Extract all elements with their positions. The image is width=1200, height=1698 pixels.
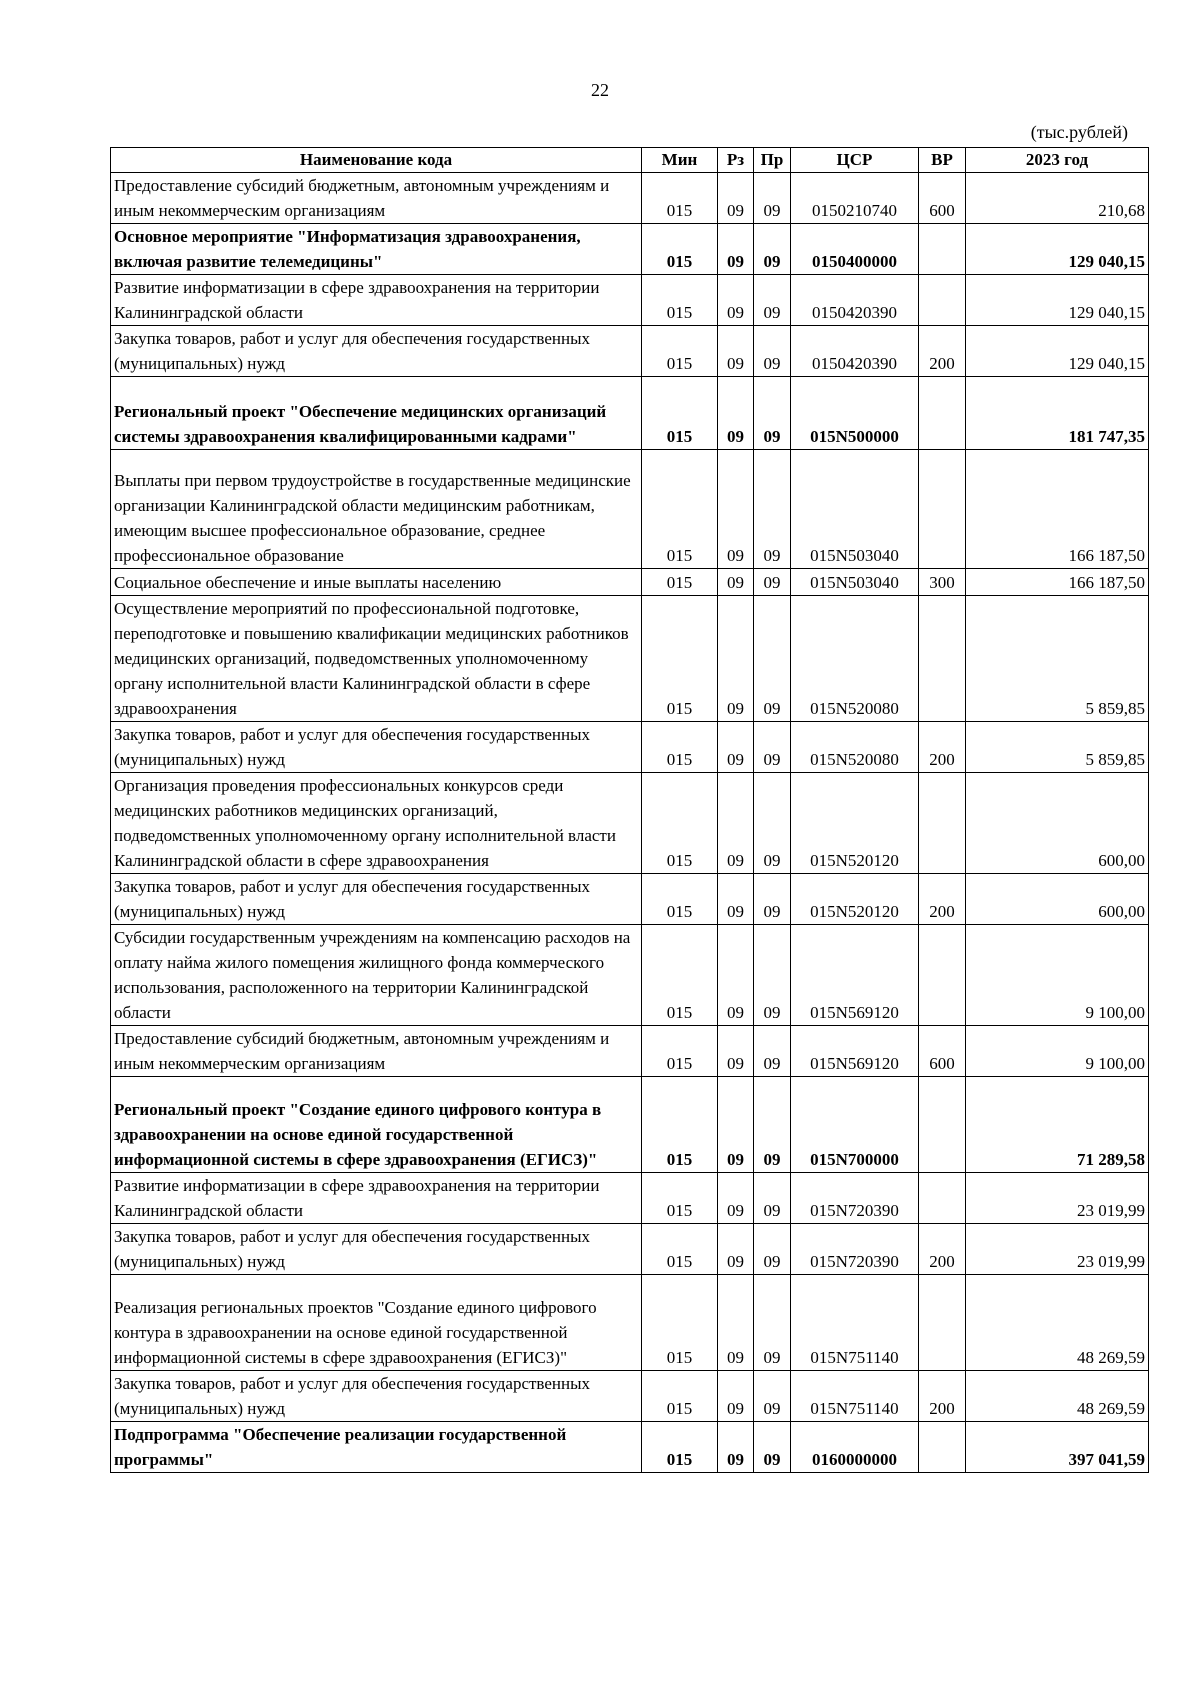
row-amount: 600,00	[966, 773, 1149, 874]
row-amount: 166 187,50	[966, 569, 1149, 596]
table-row	[111, 326, 1149, 377]
row-name: Развитие информатизации в сфере здравоохранения на территории Калининградской области	[111, 1173, 642, 1224]
row-amount: 166 187,50	[966, 450, 1149, 569]
row-min: 015	[642, 377, 718, 450]
row-rz: 09	[718, 874, 754, 925]
row-min: 015	[642, 1371, 718, 1422]
row-name: Реализация региональных проектов "Создание единого цифрового контура в здравоохранении на основе единой государственной информационной системы в сфере здравоохранения (ЕГИСЗ)"	[111, 1275, 642, 1371]
table-row	[111, 1224, 1149, 1275]
row-pr: 09	[754, 1371, 791, 1422]
table-row	[111, 1371, 1149, 1422]
row-name: Подпрограмма "Обеспечение реализации государственной программы"	[111, 1422, 642, 1473]
row-amount: 5 859,85	[966, 722, 1149, 773]
row-vr	[919, 450, 966, 569]
row-csr: 015N503040	[791, 569, 919, 596]
table-row	[111, 173, 1149, 224]
row-pr: 09	[754, 722, 791, 773]
row-csr: 015N520080	[791, 722, 919, 773]
row-rz: 09	[718, 1422, 754, 1473]
row-vr: 300	[919, 569, 966, 596]
row-min: 015	[642, 1173, 718, 1224]
row-pr: 09	[754, 569, 791, 596]
table-row	[111, 722, 1149, 773]
row-amount: 181 747,35	[966, 377, 1149, 450]
row-pr: 09	[754, 1026, 791, 1077]
table-row	[111, 377, 1149, 450]
row-min: 015	[642, 1224, 718, 1275]
row-min: 015	[642, 722, 718, 773]
row-vr	[919, 1173, 966, 1224]
row-csr: 015N503040	[791, 450, 919, 569]
row-amount: 129 040,15	[966, 224, 1149, 275]
row-rz: 09	[718, 1077, 754, 1173]
header-name: Наименование кода	[111, 148, 642, 173]
row-rz: 09	[718, 1371, 754, 1422]
row-amount: 71 289,58	[966, 1077, 1149, 1173]
table-row	[111, 773, 1149, 874]
row-amount: 23 019,99	[966, 1173, 1149, 1224]
row-min: 015	[642, 1275, 718, 1371]
table-row	[111, 569, 1149, 596]
row-min: 015	[642, 326, 718, 377]
row-vr	[919, 1077, 966, 1173]
page-number: 22	[591, 80, 609, 100]
row-amount: 5 859,85	[966, 596, 1149, 722]
row-name: Закупка товаров, работ и услуг для обеспечения государственных (муниципальных) нужд	[111, 874, 642, 925]
table-row	[111, 1173, 1149, 1224]
row-min: 015	[642, 1077, 718, 1173]
row-name: Региональный проект "Обеспечение медицинских организаций системы здравоохранения квалифицированными кадрами"	[111, 377, 642, 450]
row-min: 015	[642, 925, 718, 1026]
header-csr: ЦСР	[791, 148, 919, 173]
row-pr: 09	[754, 874, 791, 925]
row-name: Закупка товаров, работ и услуг для обеспечения государственных (муниципальных) нужд	[111, 722, 642, 773]
row-csr: 015N520120	[791, 874, 919, 925]
row-csr: 015N700000	[791, 1077, 919, 1173]
row-vr	[919, 773, 966, 874]
row-name: Региональный проект "Создание единого цифрового контура в здравоохранении на основе единой государственной информационной системы в сфере здравоохранения (ЕГИСЗ)"	[111, 1077, 642, 1173]
row-pr: 09	[754, 773, 791, 874]
row-pr: 09	[754, 275, 791, 326]
header-vr: ВР	[919, 148, 966, 173]
row-pr: 09	[754, 450, 791, 569]
row-vr: 600	[919, 1026, 966, 1077]
row-name: Предоставление субсидий бюджетным, автономным учреждениям и иным некоммерческим организациям	[111, 1026, 642, 1077]
row-csr: 015N520080	[791, 596, 919, 722]
row-min: 015	[642, 596, 718, 722]
row-min: 015	[642, 275, 718, 326]
row-vr	[919, 377, 966, 450]
row-pr: 09	[754, 596, 791, 722]
row-rz: 09	[718, 1026, 754, 1077]
table-row	[111, 224, 1149, 275]
row-name: Закупка товаров, работ и услуг для обеспечения государственных (муниципальных) нужд	[111, 326, 642, 377]
row-csr: 0150210740	[791, 173, 919, 224]
row-vr: 200	[919, 1371, 966, 1422]
row-pr: 09	[754, 1422, 791, 1473]
row-rz: 09	[718, 569, 754, 596]
row-rz: 09	[718, 450, 754, 569]
row-min: 015	[642, 173, 718, 224]
row-amount: 48 269,59	[966, 1275, 1149, 1371]
row-pr: 09	[754, 224, 791, 275]
row-min: 015	[642, 874, 718, 925]
row-csr: 015N720390	[791, 1224, 919, 1275]
row-csr: 0150400000	[791, 224, 919, 275]
budget-table	[110, 147, 1149, 1473]
row-amount: 23 019,99	[966, 1224, 1149, 1275]
row-csr: 015N751140	[791, 1275, 919, 1371]
row-rz: 09	[718, 773, 754, 874]
row-csr: 015N751140	[791, 1371, 919, 1422]
row-min: 015	[642, 450, 718, 569]
row-vr	[919, 224, 966, 275]
header-row	[111, 148, 1149, 173]
row-rz: 09	[718, 326, 754, 377]
row-vr	[919, 1275, 966, 1371]
row-rz: 09	[718, 173, 754, 224]
row-vr: 200	[919, 1224, 966, 1275]
row-vr: 200	[919, 722, 966, 773]
row-amount: 210,68	[966, 173, 1149, 224]
row-pr: 09	[754, 1077, 791, 1173]
row-csr: 015N569120	[791, 1026, 919, 1077]
row-rz: 09	[718, 1224, 754, 1275]
row-min: 015	[642, 773, 718, 874]
row-vr	[919, 596, 966, 722]
table-row	[111, 596, 1149, 722]
row-min: 015	[642, 224, 718, 275]
row-vr: 600	[919, 173, 966, 224]
row-pr: 09	[754, 377, 791, 450]
header-pr: Пр	[754, 148, 791, 173]
table-row	[111, 1422, 1149, 1473]
table-row	[111, 1026, 1149, 1077]
row-rz: 09	[718, 1275, 754, 1371]
row-min: 015	[642, 569, 718, 596]
row-amount: 129 040,15	[966, 275, 1149, 326]
row-name: Закупка товаров, работ и услуг для обеспечения государственных (муниципальных) нужд	[111, 1371, 642, 1422]
row-name: Осуществление мероприятий по профессиональной подготовке, переподготовке и повышению квалификации медицинских работников медицинских организаций, подведомственных уполномоченному органу исполнительной власти Калининградской области в сфере здравоохранения	[111, 596, 642, 722]
header-rz: Рз	[718, 148, 754, 173]
row-rz: 09	[718, 377, 754, 450]
table-row	[111, 874, 1149, 925]
row-csr: 015N520120	[791, 773, 919, 874]
row-pr: 09	[754, 1224, 791, 1275]
header-year: 2023 год	[966, 148, 1149, 173]
row-vr	[919, 275, 966, 326]
row-name: Организация проведения профессиональных конкурсов среди медицинских работников медицинских организаций, подведомственных уполномоченному органу исполнительной власти Калининградской области в сфере здравоохранения	[111, 773, 642, 874]
row-amount: 397 041,59	[966, 1422, 1149, 1473]
row-vr: 200	[919, 326, 966, 377]
table-row	[111, 925, 1149, 1026]
row-amount: 600,00	[966, 874, 1149, 925]
row-vr: 200	[919, 874, 966, 925]
row-pr: 09	[754, 326, 791, 377]
row-name: Основное мероприятие "Информатизация здравоохранения, включая развитие телемедицины"	[111, 224, 642, 275]
row-csr: 0150420390	[791, 275, 919, 326]
row-rz: 09	[718, 596, 754, 722]
row-rz: 09	[718, 925, 754, 1026]
row-csr: 015N720390	[791, 1173, 919, 1224]
row-csr: 0160000000	[791, 1422, 919, 1473]
row-csr: 0150420390	[791, 326, 919, 377]
row-rz: 09	[718, 275, 754, 326]
header-min: Мин	[642, 148, 718, 173]
row-csr: 015N500000	[791, 377, 919, 450]
table-row	[111, 1275, 1149, 1371]
row-amount: 129 040,15	[966, 326, 1149, 377]
row-name: Закупка товаров, работ и услуг для обеспечения государственных (муниципальных) нужд	[111, 1224, 642, 1275]
row-name: Субсидии государственным учреждениям на компенсацию расходов на оплату найма жилого помещения жилищного фонда коммерческого использования, расположенного на территории Калининградской области	[111, 925, 642, 1026]
table-row	[111, 1077, 1149, 1173]
row-csr: 015N569120	[791, 925, 919, 1026]
row-amount: 9 100,00	[966, 925, 1149, 1026]
row-min: 015	[642, 1422, 718, 1473]
row-name: Предоставление субсидий бюджетным, автономным учреждениям и иным некоммерческим организациям	[111, 173, 642, 224]
row-vr	[919, 925, 966, 1026]
table-row	[111, 450, 1149, 569]
row-amount: 48 269,59	[966, 1371, 1149, 1422]
table-row	[111, 275, 1149, 326]
row-rz: 09	[718, 1173, 754, 1224]
row-pr: 09	[754, 925, 791, 1026]
row-rz: 09	[718, 224, 754, 275]
units-label: (тыс.рублей)	[1030, 122, 1128, 142]
table-body	[111, 173, 1149, 1473]
row-vr	[919, 1422, 966, 1473]
row-amount: 9 100,00	[966, 1026, 1149, 1077]
row-pr: 09	[754, 173, 791, 224]
row-name: Социальное обеспечение и иные выплаты населению	[111, 569, 642, 596]
row-pr: 09	[754, 1173, 791, 1224]
row-pr: 09	[754, 1275, 791, 1371]
row-name: Выплаты при первом трудоустройстве в государственные медицинские организации Калининградской области медицинским работникам, имеющим высшее профессиональное образование, среднее профессиональное образование	[111, 450, 642, 569]
row-min: 015	[642, 1026, 718, 1077]
row-rz: 09	[718, 722, 754, 773]
row-name: Развитие информатизации в сфере здравоохранения на территории Калининградской области	[111, 275, 642, 326]
